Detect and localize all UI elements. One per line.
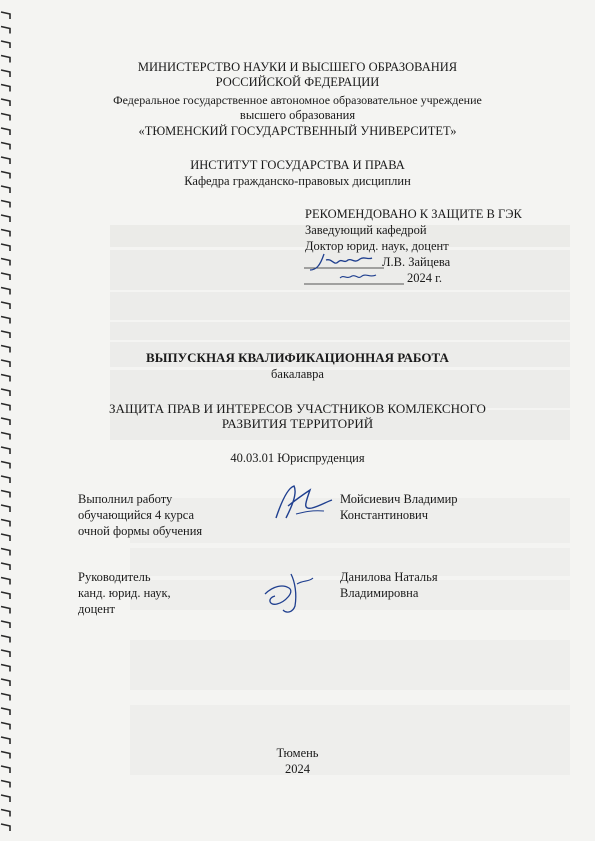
specialty: 40.03.01 Юриспруденция	[230, 451, 365, 465]
binding-coil	[1, 215, 10, 222]
binding-coil	[1, 491, 10, 498]
binding-coil	[1, 708, 10, 715]
approval-degree: Доктор юрид. наук, доцент	[305, 239, 449, 253]
university-type-line: Федеральное государственное автономное образовательное учреждение	[113, 93, 482, 107]
supervisor-role-line-3: доцент	[78, 602, 115, 616]
binding-coil	[1, 694, 10, 701]
work-type: ВЫПУСКНАЯ КВАЛИФИКАЦИОННАЯ РАБОТА	[146, 350, 449, 365]
year: 2024	[285, 762, 310, 776]
author-role-line-2: обучающийся 4 курса	[78, 508, 195, 522]
binding-coil	[1, 201, 10, 208]
education-level-line: высшего образования	[239, 108, 356, 122]
binding-coil	[1, 621, 10, 628]
binding-coil	[1, 505, 10, 512]
thesis-title-line-1: ЗАЩИТА ПРАВ И ИНТЕРЕСОВ УЧАСТНИКОВ КОМЛЕКСНОГО	[109, 401, 486, 416]
supervisor-role-line-1: Руководитель	[78, 570, 151, 584]
institute-name: ИНСТИТУТ ГОСУДАРСТВА И ПРАВА	[190, 158, 405, 172]
binding-coil	[1, 636, 10, 643]
approval-date: 2024 г.	[407, 271, 442, 285]
binding-coil	[1, 679, 10, 686]
ministry-line-1: МИНИСТЕРСТВО НАУКИ И ВЫСШЕГО ОБРАЗОВАНИЯ	[137, 60, 458, 74]
ministry-line-2: РОССИЙСКОЙ ФЕДЕРАЦИИ	[215, 75, 380, 89]
binding-coil	[1, 433, 10, 440]
university-name: «ТЮМЕНСКИЙ ГОСУДАРСТВЕННЫЙ УНИВЕРСИТЕТ»	[138, 124, 457, 138]
binding-coil	[1, 534, 10, 541]
binding-coil	[1, 810, 10, 817]
binding-coil	[1, 520, 10, 527]
approval-signature	[300, 248, 410, 288]
binding-coil	[1, 230, 10, 237]
binding-coil	[1, 317, 10, 324]
binding-coil	[1, 273, 10, 280]
city: Тюмень	[276, 746, 319, 760]
supervisor-role-line-2: канд. юрид. наук,	[78, 586, 171, 600]
approval-head: Заведующий кафедрой	[305, 223, 427, 237]
binding-coil	[1, 578, 10, 585]
binding-coil	[1, 824, 10, 831]
author-name-line-1: Мойсиевич Владимир	[340, 492, 458, 506]
binding-coil	[1, 41, 10, 48]
approval-name: Л.В. Зайцева	[382, 255, 451, 269]
approval-title: РЕКОМЕНДОВАНО К ЗАЩИТЕ В ГЭК	[305, 207, 522, 221]
binding-coil	[1, 302, 10, 309]
binding-coil	[1, 607, 10, 614]
author-signature	[268, 480, 338, 525]
binding-coil	[1, 259, 10, 266]
binding-coil	[1, 592, 10, 599]
binding-coil	[1, 389, 10, 396]
binding-coil	[1, 737, 10, 744]
binding-coil	[1, 665, 10, 672]
binding-coil	[1, 244, 10, 251]
supervisor-name-line-1: Данилова Наталья	[340, 570, 438, 584]
binding-coil	[1, 650, 10, 657]
author-name-line-2: Константинович	[340, 508, 429, 522]
binding-coil	[1, 723, 10, 730]
work-level: бакалавра	[271, 367, 324, 381]
supervisor-signature	[255, 562, 325, 617]
binding-coil	[1, 563, 10, 570]
thesis-title-line-2: РАЗВИТИЯ ТЕРРИТОРИЙ	[221, 416, 374, 431]
binding-coil	[1, 781, 10, 788]
department-name: Кафедра гражданско-правовых дисциплин	[184, 174, 411, 188]
author-role-line-1: Выполнил работу	[78, 492, 173, 506]
binding-coil	[1, 795, 10, 802]
binding-coil	[1, 143, 10, 150]
supervisor-name-line-2: Владимировна	[340, 586, 419, 600]
binding-coil	[1, 12, 10, 19]
author-role-line-3: очной формы обучения	[78, 524, 203, 538]
binding-coil	[1, 288, 10, 295]
binding-coil	[1, 27, 10, 34]
binding-coil	[1, 549, 10, 556]
binding-coil	[1, 331, 10, 338]
binding-coil	[1, 476, 10, 483]
